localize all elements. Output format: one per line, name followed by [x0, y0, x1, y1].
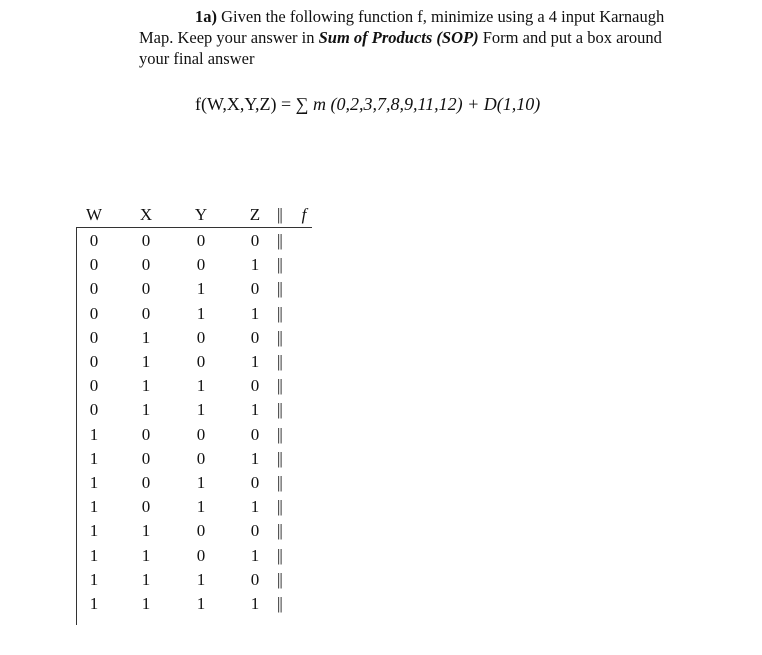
table-cell: 1	[250, 546, 260, 565]
table-cell: 1	[250, 255, 260, 274]
table-cell: 0	[89, 304, 99, 323]
row-separator: ||	[277, 352, 282, 371]
table-cell: 0	[250, 231, 260, 250]
table-cell: 0	[250, 425, 260, 444]
table-cell: 1	[141, 570, 151, 589]
row-separator: ||	[277, 376, 282, 395]
table-cell: 1	[141, 521, 151, 540]
row-separator: ||	[277, 328, 282, 347]
table-cell: 1	[89, 570, 99, 589]
table-cell: 0	[250, 279, 260, 298]
table-cell: 0	[89, 279, 99, 298]
table-cell: 0	[89, 255, 99, 274]
formula-lhs: f(W,X,Y,Z) =	[195, 94, 296, 114]
header-separator: ||	[277, 205, 282, 224]
table-left-border	[76, 227, 77, 625]
minterm-m: m	[308, 94, 331, 114]
table-cell: 1	[250, 594, 260, 613]
table-cell: 1	[89, 546, 99, 565]
row-separator: ||	[277, 255, 282, 274]
table-cell: 0	[141, 425, 151, 444]
table-cell: 1	[89, 521, 99, 540]
table-header-underline	[76, 227, 312, 228]
table-cell: 1	[196, 594, 206, 613]
header-x: X	[139, 205, 153, 224]
problem-line-2-b: Form and put a box around	[478, 28, 662, 47]
row-separator: ||	[277, 473, 282, 492]
table-cell: 1	[89, 473, 99, 492]
table-cell: 0	[250, 570, 260, 589]
table-cell: 1	[196, 497, 206, 516]
row-separator: ||	[277, 279, 282, 298]
row-separator: ||	[277, 594, 282, 613]
table-cell: 0	[89, 328, 99, 347]
table-cell: 1	[196, 279, 206, 298]
table-cell: 0	[89, 376, 99, 395]
table-cell: 0	[250, 376, 260, 395]
row-separator: ||	[277, 521, 282, 540]
table-cell: 1	[141, 328, 151, 347]
sigma-symbol: ∑	[295, 94, 309, 114]
table-cell: 1	[196, 570, 206, 589]
problem-line-2-a: Map. Keep your answer in	[139, 28, 319, 47]
table-cell: 1	[141, 546, 151, 565]
table-cell: 0	[89, 231, 99, 250]
table-cell: 0	[196, 546, 206, 565]
table-cell: 0	[141, 231, 151, 250]
table-cell: 1	[89, 449, 99, 468]
problem-number: 1a)	[195, 7, 217, 26]
table-cell: 1	[250, 497, 260, 516]
table-cell: 0	[196, 231, 206, 250]
table-cell: 0	[196, 425, 206, 444]
table-cell: 1	[250, 400, 260, 419]
table-cell: 1	[250, 449, 260, 468]
table-cell: 1	[250, 352, 260, 371]
table-cell: 0	[141, 449, 151, 468]
table-cell: 0	[250, 521, 260, 540]
table-cell: 1	[141, 376, 151, 395]
table-cell: 0	[250, 328, 260, 347]
table-cell: 1	[89, 594, 99, 613]
table-cell: 1	[141, 594, 151, 613]
table-cell: 0	[89, 352, 99, 371]
table-cell: 0	[196, 328, 206, 347]
row-separator: ||	[277, 546, 282, 565]
table-cell: 1	[196, 376, 206, 395]
table-cell: 0	[141, 497, 151, 516]
row-separator: ||	[277, 231, 282, 250]
table-cell: 0	[141, 279, 151, 298]
table-cell: 0	[250, 473, 260, 492]
table-cell: 1	[196, 304, 206, 323]
table-cell: 1	[89, 425, 99, 444]
table-cell: 0	[141, 255, 151, 274]
table-cell: 0	[196, 449, 206, 468]
table-cell: 1	[196, 473, 206, 492]
row-separator: ||	[277, 497, 282, 516]
header-z: Z	[249, 205, 261, 224]
sop-emphasis: Sum of Products (SOP)	[318, 28, 479, 47]
table-cell: 0	[196, 255, 206, 274]
row-separator: ||	[277, 400, 282, 419]
row-separator: ||	[277, 425, 282, 444]
table-cell: 0	[141, 304, 151, 323]
table-cell: 1	[141, 400, 151, 419]
header-w: W	[85, 205, 103, 224]
table-cell: 1	[141, 352, 151, 371]
header-y: Y	[194, 205, 208, 224]
table-cell: 0	[196, 352, 206, 371]
row-separator: ||	[277, 304, 282, 323]
problem-line-1-text: Given the following function f, minimize using a 4 input Karnaugh	[221, 7, 665, 26]
problem-line-3: your final answer	[139, 49, 255, 68]
header-f: f	[301, 205, 307, 224]
table-cell: 1	[250, 304, 260, 323]
table-cell: 0	[141, 473, 151, 492]
formula-rhs: (0,2,3,7,8,9,11,12) + D(1,10)	[330, 94, 541, 114]
table-cell: 0	[196, 521, 206, 540]
table-cell: 1	[196, 400, 206, 419]
row-separator: ||	[277, 449, 282, 468]
table-cell: 1	[89, 497, 99, 516]
row-separator: ||	[277, 570, 282, 589]
table-cell: 0	[89, 400, 99, 419]
